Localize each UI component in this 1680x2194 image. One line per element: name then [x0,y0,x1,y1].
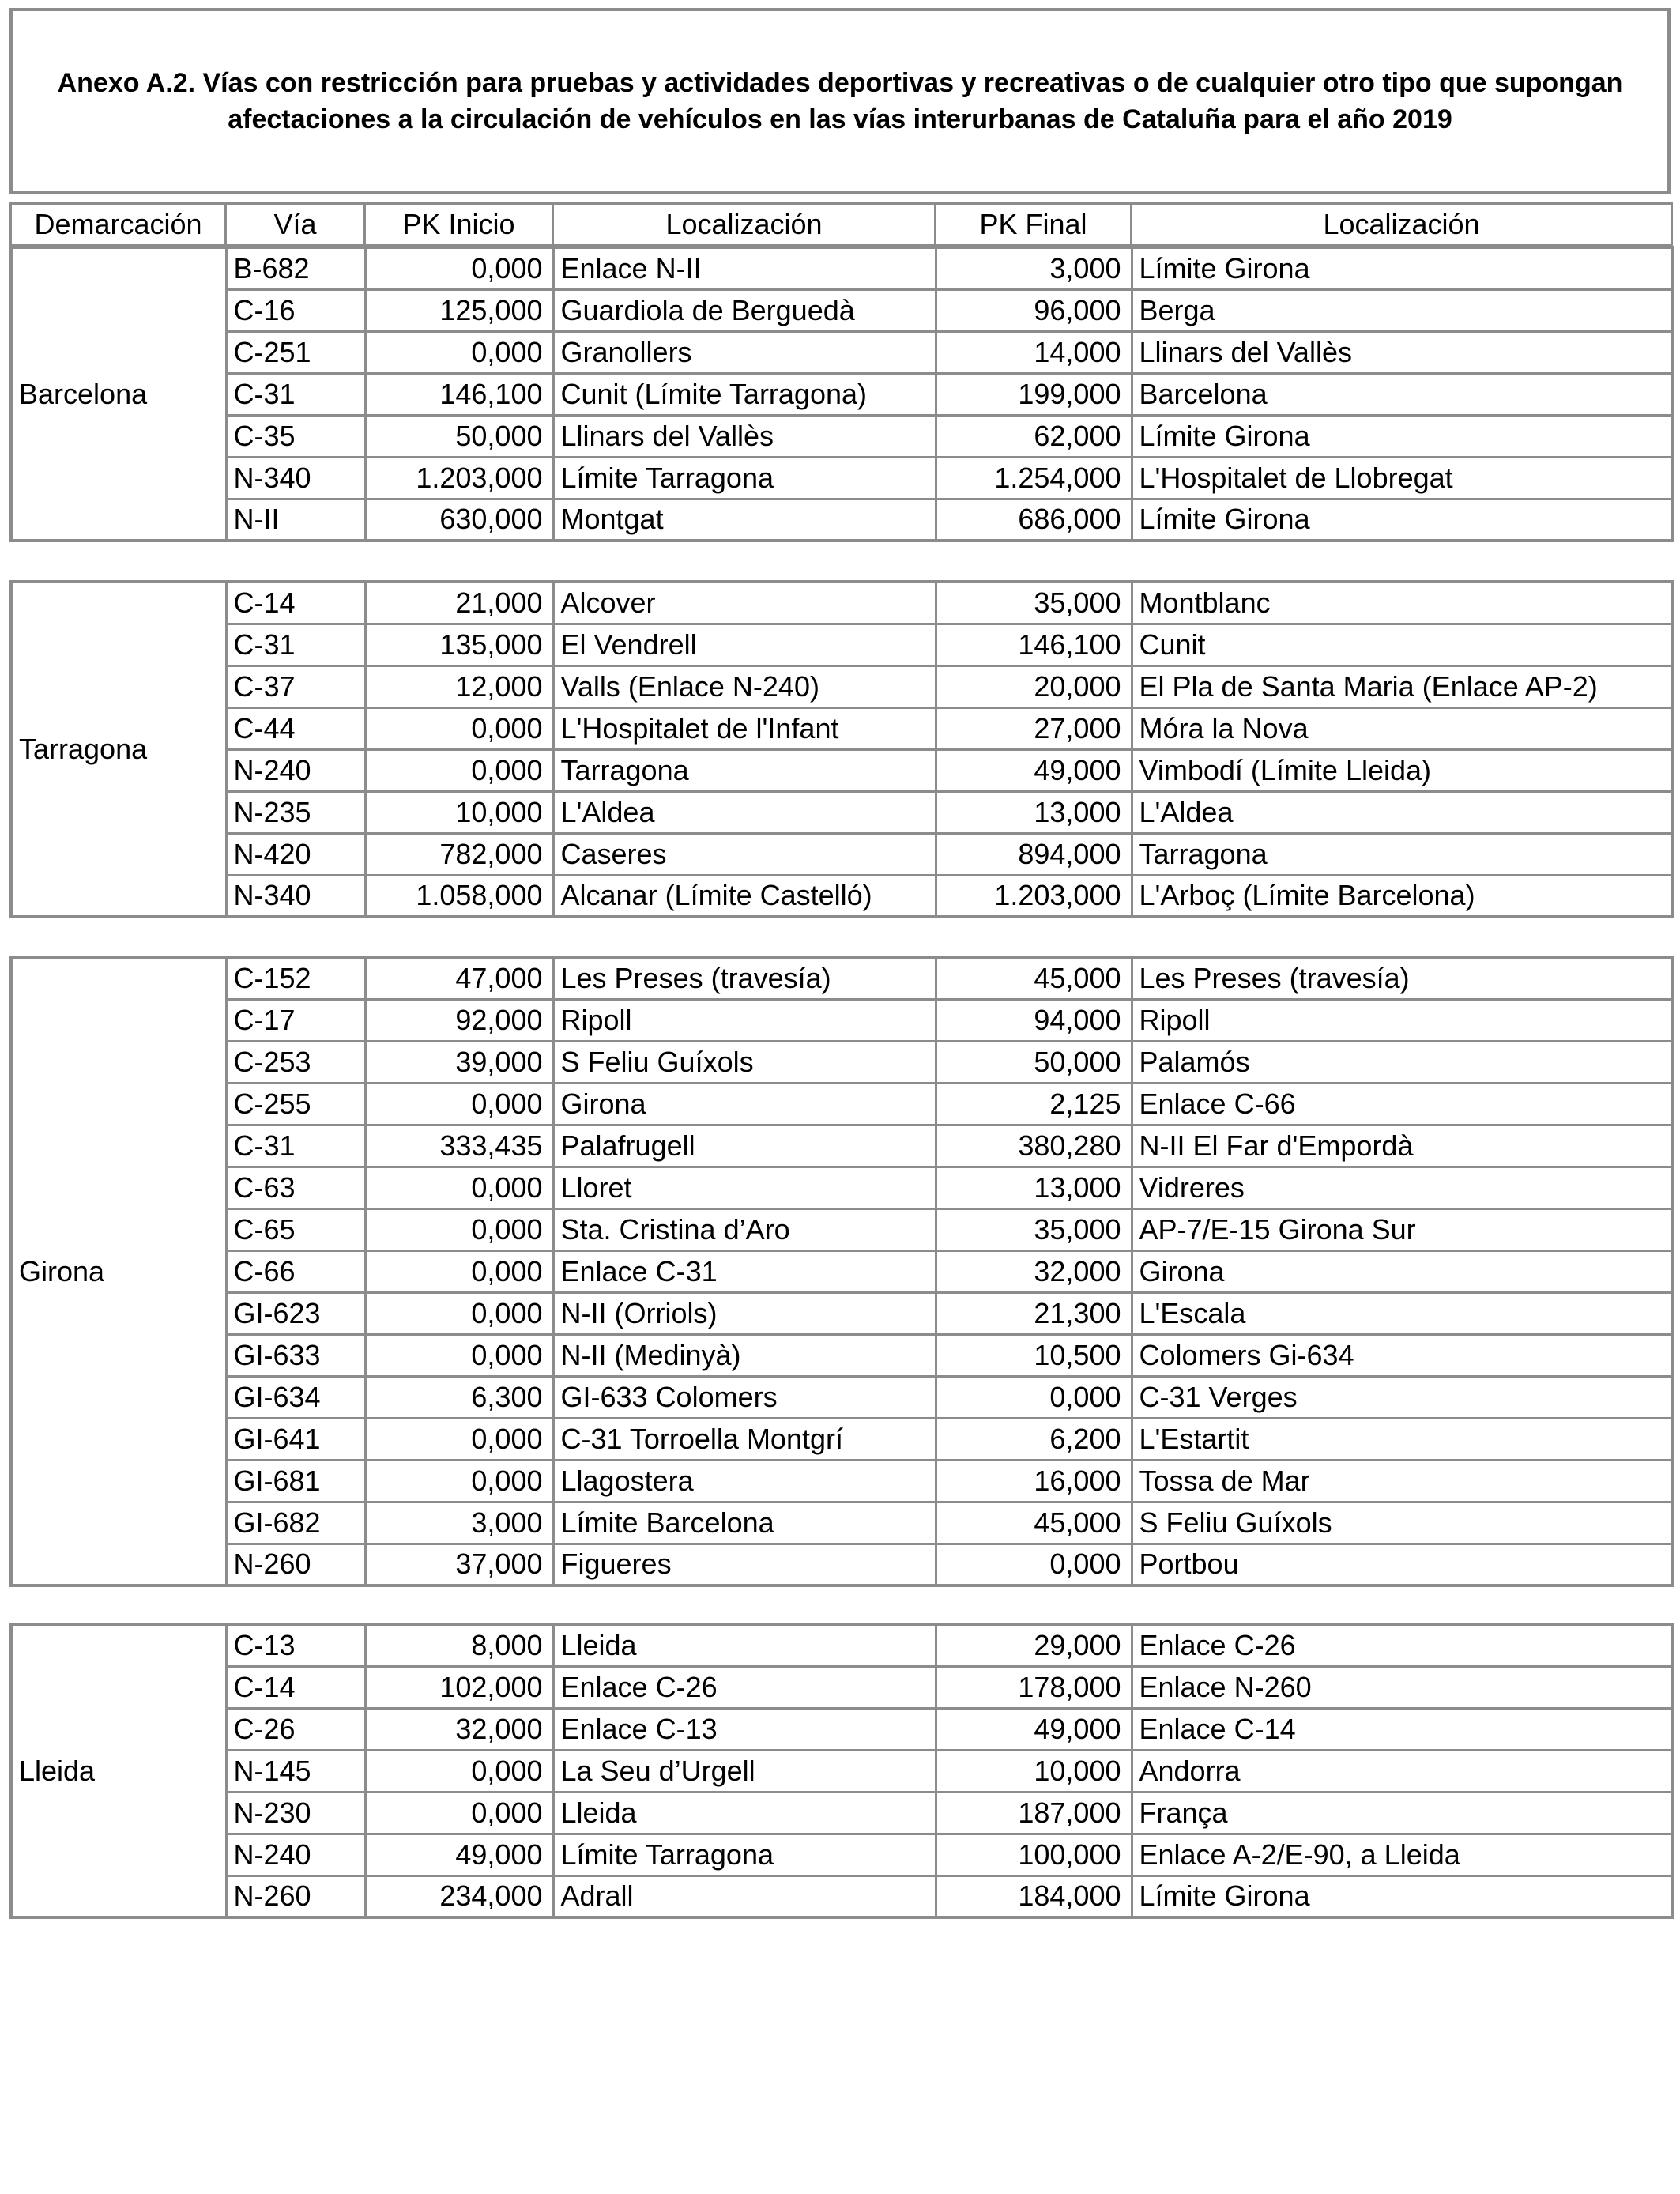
pk-inicio-cell: 0,000 [365,1208,553,1250]
via-cell: C-44 [226,707,365,749]
localizacion-final-cell: Límite Girona [1132,247,1672,289]
localizacion-inicio-cell: L'Hospitalet de l'Infant [553,707,936,749]
column-header-table [9,202,1673,247]
pk-inicio-cell: 0,000 [365,1167,553,1208]
pk-inicio-cell: 8,000 [365,1624,553,1666]
pk-inicio-cell: 50,000 [365,415,553,457]
pk-final-cell: 0,000 [936,1376,1132,1418]
pk-final-cell: 178,000 [936,1666,1132,1708]
column-header-localizacion-inicio: Localización [553,204,936,246]
localizacion-final-cell: C-31 Verges [1132,1376,1672,1418]
localizacion-final-cell: França [1132,1792,1672,1834]
column-header-via: Vía [226,204,365,246]
localizacion-inicio-cell: Granollers [553,331,936,373]
localizacion-final-cell: Vidreres [1132,1167,1672,1208]
localizacion-inicio-cell: Lleida [553,1792,936,1834]
via-cell: GI-681 [226,1460,365,1502]
pk-final-cell: 49,000 [936,1708,1132,1750]
localizacion-inicio-cell: Ripoll [553,999,936,1041]
pk-inicio-cell: 333,435 [365,1125,553,1167]
via-cell: N-235 [226,791,365,833]
table-row [11,1624,1672,1666]
localizacion-inicio-cell: Palafrugell [553,1125,936,1167]
localizacion-inicio-cell: Tarragona [553,749,936,791]
table-row [11,833,1672,875]
pk-inicio-cell: 102,000 [365,1666,553,1708]
pk-final-cell: 13,000 [936,791,1132,833]
localizacion-inicio-cell: N-II (Medinyà) [553,1334,936,1376]
localizacion-inicio-cell: Sta. Cristina d’Aro [553,1208,936,1250]
localizacion-inicio-cell: Guardiola de Berguedà [553,289,936,331]
pk-inicio-cell: 0,000 [365,1792,553,1834]
table-row [11,1666,1672,1708]
via-cell: GI-682 [226,1502,365,1544]
via-cell: C-65 [226,1208,365,1250]
pk-inicio-cell: 32,000 [365,1708,553,1750]
localizacion-inicio-cell: Les Preses (travesía) [553,957,936,999]
localizacion-final-cell: Móra la Nova [1132,707,1672,749]
demarcacion-cell: Lleida [11,1624,226,1917]
table-row [11,289,1672,331]
pk-final-cell: 50,000 [936,1041,1132,1083]
pk-final-cell: 49,000 [936,749,1132,791]
pk-inicio-cell: 125,000 [365,289,553,331]
table-row [11,582,1672,624]
pk-final-cell: 380,280 [936,1125,1132,1167]
localizacion-inicio-cell: Llinars del Vallès [553,415,936,457]
table-row [11,331,1672,373]
localizacion-final-cell: Cunit [1132,624,1672,665]
pk-inicio-cell: 0,000 [365,1750,553,1792]
via-cell: C-31 [226,624,365,665]
localizacion-final-cell: L'Hospitalet de Llobregat [1132,457,1672,499]
pk-inicio-cell: 135,000 [365,624,553,665]
pk-inicio-cell: 0,000 [365,1292,553,1334]
localizacion-final-cell: Ripoll [1132,999,1672,1041]
pk-inicio-cell: 0,000 [365,1250,553,1292]
via-cell: N-260 [226,1544,365,1585]
localizacion-final-cell: Vimbodí (Límite Lleida) [1132,749,1672,791]
pk-inicio-cell: 3,000 [365,1502,553,1544]
table-row [11,1834,1672,1875]
localizacion-inicio-cell: Lloret [553,1167,936,1208]
table-row [11,1334,1672,1376]
pk-inicio-cell: 782,000 [365,833,553,875]
via-cell: C-16 [226,289,365,331]
localizacion-inicio-cell: C-31 Torroella Montgrí [553,1418,936,1460]
pk-inicio-cell: 146,100 [365,373,553,415]
localizacion-final-cell: N-II El Far d'Empordà [1132,1125,1672,1167]
localizacion-inicio-cell: Enlace C-26 [553,1666,936,1708]
pk-final-cell: 21,300 [936,1292,1132,1334]
localizacion-inicio-cell: Adrall [553,1875,936,1917]
pk-final-cell: 146,100 [936,624,1132,665]
pk-final-cell: 20,000 [936,665,1132,707]
table-row [11,957,1672,999]
localizacion-final-cell: Enlace C-14 [1132,1708,1672,1750]
localizacion-final-cell: S Feliu Guíxols [1132,1502,1672,1544]
localizacion-inicio-cell: La Seu d’Urgell [553,1750,936,1792]
table-row [11,1041,1672,1083]
pk-inicio-cell: 39,000 [365,1041,553,1083]
localizacion-inicio-cell: El Vendrell [553,624,936,665]
via-cell: GI-641 [226,1418,365,1460]
via-cell: C-14 [226,1666,365,1708]
localizacion-final-cell: Andorra [1132,1750,1672,1792]
via-cell: N-230 [226,1792,365,1834]
localizacion-inicio-cell: GI-633 Colomers [553,1376,936,1418]
column-header-pk-final: PK Final [936,204,1132,246]
localizacion-final-cell: Les Preses (travesía) [1132,957,1672,999]
localizacion-inicio-cell: Valls (Enlace N-240) [553,665,936,707]
localizacion-inicio-cell: S Feliu Guíxols [553,1041,936,1083]
pk-final-cell: 32,000 [936,1250,1132,1292]
localizacion-final-cell: Palamós [1132,1041,1672,1083]
pk-final-cell: 27,000 [936,707,1132,749]
localizacion-final-cell: Límite Girona [1132,1875,1672,1917]
pk-final-cell: 62,000 [936,415,1132,457]
via-cell: N-340 [226,457,365,499]
via-cell: C-13 [226,1624,365,1666]
table-row [11,373,1672,415]
localizacion-final-cell: L'Aldea [1132,791,1672,833]
pk-final-cell: 16,000 [936,1460,1132,1502]
pk-inicio-cell: 630,000 [365,499,553,541]
pk-final-cell: 2,125 [936,1083,1132,1125]
table-row [11,1460,1672,1502]
localizacion-inicio-cell: Figueres [553,1544,936,1585]
localizacion-inicio-cell: Girona [553,1083,936,1125]
pk-inicio-cell: 49,000 [365,1834,553,1875]
pk-final-cell: 45,000 [936,1502,1132,1544]
localizacion-final-cell: Tarragona [1132,833,1672,875]
localizacion-final-cell: Colomers Gi-634 [1132,1334,1672,1376]
via-cell: N-420 [226,833,365,875]
via-cell: GI-633 [226,1334,365,1376]
pk-final-cell: 1.254,000 [936,457,1132,499]
localizacion-inicio-cell: Enlace C-13 [553,1708,936,1750]
localizacion-final-cell: L'Escala [1132,1292,1672,1334]
via-cell: N-240 [226,749,365,791]
pk-inicio-cell: 47,000 [365,957,553,999]
localizacion-final-cell: Llinars del Vallès [1132,331,1672,373]
pk-final-cell: 1.203,000 [936,875,1132,917]
pk-final-cell: 686,000 [936,499,1132,541]
table-row [11,457,1672,499]
pk-inicio-cell: 10,000 [365,791,553,833]
via-cell: N-145 [226,1750,365,1792]
pk-inicio-cell: 1.058,000 [365,875,553,917]
table-row [11,1167,1672,1208]
table-row [11,1750,1672,1792]
demarcacion-cell: Tarragona [11,582,226,917]
pk-final-cell: 184,000 [936,1875,1132,1917]
section-barcelona [9,246,1674,542]
via-cell: C-31 [226,1125,365,1167]
pk-final-cell: 14,000 [936,331,1132,373]
pk-inicio-cell: 37,000 [365,1544,553,1585]
pk-inicio-cell: 0,000 [365,1334,553,1376]
localizacion-inicio-cell: Alcanar (Límite Castelló) [553,875,936,917]
pk-inicio-cell: 0,000 [365,331,553,373]
via-cell: B-682 [226,247,365,289]
demarcacion-cell: Girona [11,957,226,1585]
pk-final-cell: 10,000 [936,1750,1132,1792]
section-lleida [9,1623,1674,1919]
via-cell: N-240 [226,1834,365,1875]
demarcacion-cell: Barcelona [11,247,226,541]
table-row [11,791,1672,833]
table-row [11,1502,1672,1544]
table-row [11,1125,1672,1167]
via-cell: C-255 [226,1083,365,1125]
table-row [11,415,1672,457]
via-cell: C-253 [226,1041,365,1083]
table-row [11,1875,1672,1917]
localizacion-inicio-cell: Llagostera [553,1460,936,1502]
table-row [11,1292,1672,1334]
via-cell: C-66 [226,1250,365,1292]
via-cell: C-63 [226,1167,365,1208]
pk-final-cell: 894,000 [936,833,1132,875]
table-row [11,707,1672,749]
localizacion-final-cell: Barcelona [1132,373,1672,415]
table-row [11,1376,1672,1418]
pk-final-cell: 3,000 [936,247,1132,289]
via-cell: N-340 [226,875,365,917]
via-cell: GI-623 [226,1292,365,1334]
localizacion-final-cell: Girona [1132,1250,1672,1292]
via-cell: C-17 [226,999,365,1041]
via-cell: C-37 [226,665,365,707]
localizacion-final-cell: Enlace N-260 [1132,1666,1672,1708]
via-cell: C-251 [226,331,365,373]
via-cell: N-260 [226,1875,365,1917]
pk-final-cell: 100,000 [936,1834,1132,1875]
localizacion-final-cell: Portbou [1132,1544,1672,1585]
localizacion-final-cell: Enlace C-66 [1132,1083,1672,1125]
pk-final-cell: 96,000 [936,289,1132,331]
column-header-demarcacion: Demarcación [11,204,226,246]
pk-inicio-cell: 21,000 [365,582,553,624]
pk-inicio-cell: 0,000 [365,1083,553,1125]
via-cell: C-35 [226,415,365,457]
section-girona [9,956,1674,1587]
pk-final-cell: 187,000 [936,1792,1132,1834]
via-cell: C-31 [226,373,365,415]
via-cell: C-26 [226,1708,365,1750]
pk-inicio-cell: 6,300 [365,1376,553,1418]
table-row [11,1208,1672,1250]
table-row [11,1708,1672,1750]
localizacion-inicio-cell: Límite Barcelona [553,1502,936,1544]
table-row [11,1544,1672,1585]
pk-final-cell: 0,000 [936,1544,1132,1585]
localizacion-final-cell: L'Arboç (Límite Barcelona) [1132,875,1672,917]
localizacion-final-cell: Límite Girona [1132,499,1672,541]
pk-inicio-cell: 92,000 [365,999,553,1041]
localizacion-final-cell: Enlace A-2/E-90, a Lleida [1132,1834,1672,1875]
localizacion-final-cell: Límite Girona [1132,415,1672,457]
localizacion-inicio-cell: Montgat [553,499,936,541]
via-cell: GI-634 [226,1376,365,1418]
pk-inicio-cell: 234,000 [365,1875,553,1917]
pk-inicio-cell: 0,000 [365,707,553,749]
pk-inicio-cell: 0,000 [365,1418,553,1460]
table-row [11,665,1672,707]
section-tarragona [9,580,1674,918]
pk-final-cell: 45,000 [936,957,1132,999]
localizacion-inicio-cell: Límite Tarragona [553,1834,936,1875]
pk-inicio-cell: 1.203,000 [365,457,553,499]
pk-final-cell: 94,000 [936,999,1132,1041]
pk-inicio-cell: 0,000 [365,749,553,791]
localizacion-final-cell: Berga [1132,289,1672,331]
pk-inicio-cell: 12,000 [365,665,553,707]
table-row [11,1250,1672,1292]
table-row [11,875,1672,917]
pk-final-cell: 10,500 [936,1334,1132,1376]
via-cell: C-14 [226,582,365,624]
table-row [11,1083,1672,1125]
table-row [11,1792,1672,1834]
table-row [11,499,1672,541]
localizacion-final-cell: Montblanc [1132,582,1672,624]
localizacion-inicio-cell: Enlace C-31 [553,1250,936,1292]
localizacion-inicio-cell: Enlace N-II [553,247,936,289]
table-row [11,999,1672,1041]
pk-final-cell: 35,000 [936,582,1132,624]
pk-final-cell: 13,000 [936,1167,1132,1208]
localizacion-inicio-cell: Alcover [553,582,936,624]
localizacion-final-cell: Enlace C-26 [1132,1624,1672,1666]
table-row [11,624,1672,665]
column-header-pk-inicio: PK Inicio [365,204,553,246]
table-row [11,1418,1672,1460]
localizacion-inicio-cell: Cunit (Límite Tarragona) [553,373,936,415]
pk-final-cell: 35,000 [936,1208,1132,1250]
title-box [9,8,1671,194]
localizacion-final-cell: L'Estartit [1132,1418,1672,1460]
pk-final-cell: 199,000 [936,373,1132,415]
column-header-row [11,204,1672,246]
localizacion-inicio-cell: Caseres [553,833,936,875]
table-row [11,749,1672,791]
via-cell: C-152 [226,957,365,999]
pk-final-cell: 29,000 [936,1624,1132,1666]
localizacion-inicio-cell: Lleida [553,1624,936,1666]
via-cell: N-II [226,499,365,541]
localizacion-final-cell: El Pla de Santa Maria (Enlace AP-2) [1132,665,1672,707]
localizacion-final-cell: AP-7/E-15 Girona Sur [1132,1208,1672,1250]
table-row [11,247,1672,289]
localizacion-inicio-cell: Límite Tarragona [553,457,936,499]
localizacion-final-cell: Tossa de Mar [1132,1460,1672,1502]
pk-inicio-cell: 0,000 [365,247,553,289]
pk-inicio-cell: 0,000 [365,1460,553,1502]
column-header-localizacion-final: Localización [1132,204,1672,246]
localizacion-inicio-cell: L'Aldea [553,791,936,833]
pk-final-cell: 6,200 [936,1418,1132,1460]
document-title: Anexo A.2. Vías con restricción para pruebas y actividades deportivas y recreativas o de cualquier otro tipo que supongan afectaciones a la circulación de vehículos en las vías interurbanas de Cataluña para el año 2019 [57,68,1623,134]
localizacion-inicio-cell: N-II (Orriols) [553,1292,936,1334]
